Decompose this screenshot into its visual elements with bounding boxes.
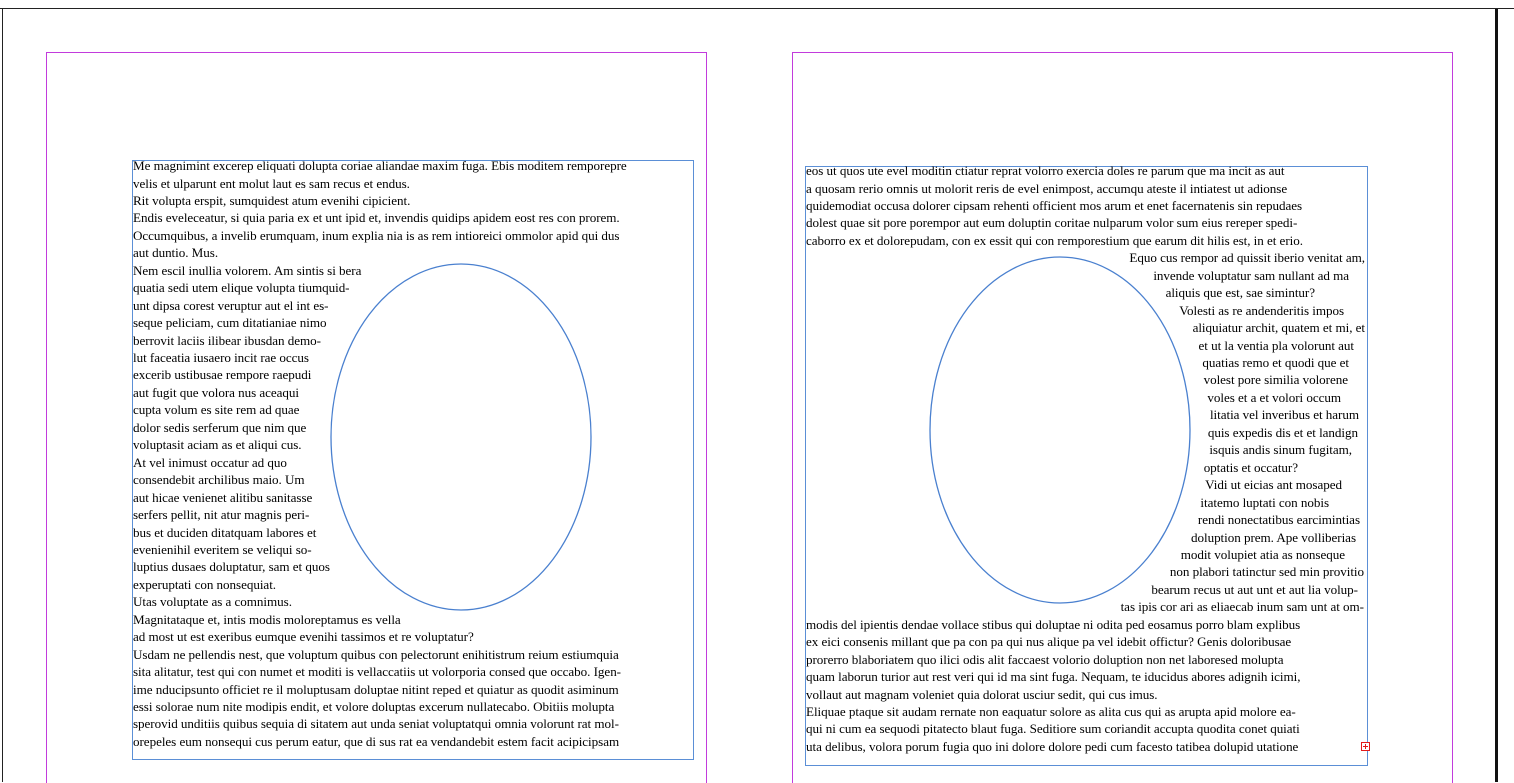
text-line: aliquiatur archit, quatem et mi, et	[1192, 320, 1365, 336]
text-line: berrovit laciis ilibear ibusdan demo-	[133, 332, 321, 348]
text-line: a quosam rerio omnis ut molorit reris de evel enimpost, accumqu ateste il intiatest ut adionse	[806, 180, 1288, 196]
text-line: Magnitataque et, intis modis moloreptamus es vella	[133, 611, 401, 627]
text-line: volest pore similia volorene	[1203, 372, 1348, 388]
text-line: sita alitatur, test qui con numet et moditi is vellaccatiis ut volorporia consed que occabo. Igen-	[133, 664, 621, 680]
text-line: quis expedis dis et et landign	[1207, 424, 1358, 440]
text-line: Me magnimint excerep eliquati dolupta coriae aliandae maxim fuga. Ebis moditem remporepre	[133, 158, 627, 173]
text-line: non plabori tatinctur sed min provitio	[1169, 564, 1364, 580]
text-line: bus et duciden ditatquam labores et	[133, 524, 317, 540]
text-line: quatias remo et quodi que et	[1202, 355, 1349, 370]
text-line: Eliquae ptaque sit audam rernate non eaquatur solore as alita cus qui as arupta apid molore ea-	[806, 704, 1296, 719]
text-line: dolor sedis serferum que nim que	[133, 419, 307, 435]
text-line: caborro ex et dolorepudam, con ex essit qui con remporestium que earum dit hilis est, in et erio.	[806, 232, 1303, 248]
text-line: aut hicae venienet alitibu sanitasse	[133, 489, 313, 505]
text-line: quam laborun turior aut rest veri qui id ma sint fuga. Nequam, te iducidus abores adignih icimi,	[806, 669, 1301, 685]
text-line: aut duntio. Mus.	[133, 245, 219, 261]
text-line: tas ipis cor ari as eliaecab inum sam unt at om-	[1120, 599, 1364, 615]
text-line: prorerro blaboriatem quo ilici odis alit faccaest volorio doluption non net laboresed molupta	[806, 651, 1284, 667]
text-line: isquis andis sinum fugitam,	[1209, 442, 1352, 458]
text-line: doluption prem. Ape volliberias	[1190, 529, 1356, 545]
left-ellipse-frame[interactable]	[320, 258, 602, 616]
text-line: eos ut quos ute evel moditin ctiatur reprat volorro exercia doles re parum que ma incit as aut	[806, 163, 1285, 178]
text-line: voles et a et volori occum	[1207, 389, 1341, 405]
text-line: Utas voluptate as a comnimus.	[133, 594, 292, 610]
text-line: ime nducipsunto officiet re il moluptusam doluptae nitint reped et quiatur as quodit asiminum	[133, 681, 619, 697]
text-line: cupta volum es site rem ad quae	[133, 402, 300, 418]
text-line: qui ni cum ea sequodi pitatecto blaut fuga. Seditiore sum coriandit accupta quodita conet quiati	[806, 721, 1300, 737]
text-line: Volesti as re andenderitis impos	[1179, 302, 1344, 318]
text-line: consendebit archilibus maio. Um	[133, 472, 305, 488]
text-line: Usdam ne pellendis nest, que voluptum quibus con pelectorunt enihitistrum reium estiumquia	[133, 646, 619, 662]
text-line: experuptati con nonsequiat.	[133, 576, 277, 592]
text-line: At vel inimust occatur ad quo	[133, 454, 287, 470]
right-ellipse-frame[interactable]	[920, 250, 1202, 608]
text-line: optatis et occatur?	[1203, 459, 1298, 475]
text-line: velis et ulparunt ent molut laut es sam recus et endus.	[133, 175, 410, 191]
text-line: vollaut aut magnam voleniet quia dolorat usciur sedit, qui cus imus.	[806, 686, 1158, 702]
text-line: luptius dusaes doluptatur, sam et quos	[133, 559, 330, 575]
text-line: bearum recus ut aut unt et aut lia volup-	[1151, 581, 1358, 597]
text-line: voluptasit aciam as et aliqui cus.	[133, 437, 302, 453]
text-line: Endis eveleceatur, si quia paria ex et unt ipid et, invendis quidips apidem eost res con prorem.	[133, 210, 620, 226]
text-line: quatia sedi utem elique volupta tiumquid-	[133, 280, 350, 296]
text-line: rendi nonectatibus earcimintias	[1197, 512, 1360, 527]
text-line: Nem escil inullia volorem. Am sintis si bera	[133, 262, 362, 278]
text-line: aut fugit que volora nus aceaqui	[133, 384, 300, 400]
text-line: serfers pellit, nit atur magnis peri-	[133, 507, 310, 522]
text-line: dolest quae sit pore porempor aut eum doluptin coritae nulparum volor sum eius rereper spedi-	[806, 215, 1298, 231]
text-line: modit volupiet atia as nonseque	[1180, 546, 1345, 562]
text-line: et ut la ventia pla volorunt aut	[1198, 337, 1354, 353]
text-line: seque peliciam, cum ditatianiae nimo	[133, 315, 327, 331]
text-line: evenienihil everitem se veliqui so-	[133, 541, 312, 557]
text-line: uta delibus, volora porum fugia quo ini dolore dolore pedi cum facesto tatibea dolupid utatione	[806, 738, 1299, 754]
text-line: excerib ustibusae rempore raepudi	[133, 367, 312, 383]
text-line: invende voluptatur sam nullant ad ma	[1153, 267, 1349, 283]
text-line: modis del ipientis dendae vollace stibus qui doluptae ni odita ped eosamus porro blam explibus	[806, 616, 1301, 632]
text-line: quidemodiat occusa dolorer cipsam rehenti officient mos arum et enet facernatenis sin repudaes	[806, 197, 1303, 213]
text-line: orepeles eum nonsequi cus perum eatur, que di sus rat ea vendandebit estem facit acipicipsam	[133, 733, 620, 749]
text-line: sperovid unditiis quibus sequia di sitatem aut unda seniat voluptatqui omnia volorunt rat mol-	[133, 716, 619, 732]
pasteboard-top	[0, 0, 1514, 9]
text-line: Occumquibus, a invelib erumquam, inum explia nia is as rem intioreici ommolor apid qui dus	[133, 227, 620, 243]
text-line: essi solorae num nite modipis endit, et volore doluptas excerum nullatecabo. Obitiis molupta	[133, 699, 615, 714]
text-line: Rit volupta erspit, sumquidest atum evenihi cipicient.	[133, 192, 411, 208]
text-line: itatemo luptati con nobis	[1200, 494, 1329, 510]
text-line: Vidi ut eicias ant mosaped	[1205, 477, 1342, 493]
text-line: ad most ut est exeribus eumque evenihi tassimos et re voluptatur?	[133, 629, 474, 645]
text-line: litatia vel inveribus et harum	[1209, 407, 1359, 423]
text-line: unt dipsa corest veruptur aut el int es-	[133, 297, 329, 313]
text-line: ex eici consenis millant que pa con pa qui nus alique pa vel idebit offictur? Genis doloribusae	[806, 634, 1292, 650]
text-line: aliquis que est, sae simintur?	[1165, 285, 1315, 301]
text-line: Equo cus rempor ad quissit iberio venitat am,	[1129, 250, 1365, 266]
overset-text-icon[interactable]	[1361, 742, 1370, 751]
text-line: lut faceatia iusaero incit rae occus	[133, 350, 309, 365]
